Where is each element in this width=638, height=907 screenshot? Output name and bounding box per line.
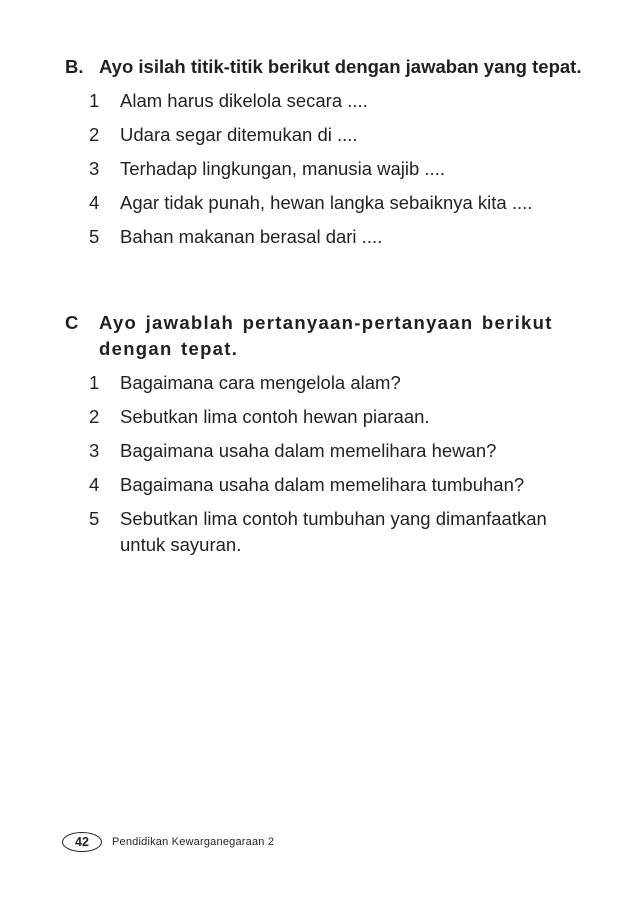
- item-number: 1: [89, 372, 100, 393]
- item-text: Terhadap lingkungan, manusia wajib ....: [120, 158, 445, 179]
- list-item: [65, 190, 585, 216]
- page-number: 42: [75, 835, 89, 849]
- list-item: [65, 156, 585, 182]
- item-text: Bagaimana usaha dalam memelihara tumbuhan?: [120, 474, 525, 495]
- list-item: [65, 472, 585, 498]
- section-c-heading: [65, 310, 585, 362]
- item-text: Sebutkan lima contoh hewan piaraan.: [120, 406, 430, 427]
- list-item: [65, 438, 585, 464]
- section-b: [65, 54, 585, 258]
- item-text: Alam harus dikelola secara ....: [120, 90, 368, 111]
- section-b-letter: B.: [65, 56, 84, 77]
- item-number: 3: [89, 440, 100, 461]
- section-b-instruction: Ayo isilah titik-titik berikut dengan jawaban yang tepat.: [99, 56, 582, 77]
- section-b-heading: [65, 54, 585, 80]
- section-b-list: [65, 88, 585, 250]
- item-number: 4: [89, 192, 100, 213]
- section-c-instruction: Ayo jawablah pertanyaan-pertanyaan berikut dengan tepat.: [99, 312, 553, 359]
- item-number: 2: [89, 124, 100, 145]
- item-number: 4: [89, 474, 100, 495]
- item-text: Udara segar ditemukan di ....: [120, 124, 358, 145]
- list-item: [65, 88, 585, 114]
- item-text: Bagaimana cara mengelola alam?: [120, 372, 401, 393]
- list-item: [65, 122, 585, 148]
- item-text: Agar tidak punah, hewan langka sebaiknya kita ....: [120, 192, 533, 213]
- section-c: [65, 310, 585, 566]
- item-number: 1: [89, 90, 100, 111]
- section-c-letter: C: [65, 312, 79, 333]
- list-item: [65, 370, 585, 396]
- item-text: Sebutkan lima contoh tumbuhan yang dimanfaatkan untuk sayuran.: [120, 508, 547, 555]
- item-number: 2: [89, 406, 100, 427]
- item-text: Bagaimana usaha dalam memelihara hewan?: [120, 440, 497, 461]
- item-number: 5: [89, 226, 100, 247]
- item-number: 3: [89, 158, 100, 179]
- item-text: Bahan makanan berasal dari ....: [120, 226, 383, 247]
- book-title: Pendidikan Kewarganegaraan 2: [112, 836, 275, 848]
- page-number-badge: [62, 832, 102, 852]
- item-number: 5: [89, 508, 100, 529]
- section-c-list: [65, 370, 585, 558]
- list-item: [65, 224, 585, 250]
- page-footer: [62, 831, 274, 853]
- list-item: [65, 506, 585, 558]
- list-item: [65, 404, 585, 430]
